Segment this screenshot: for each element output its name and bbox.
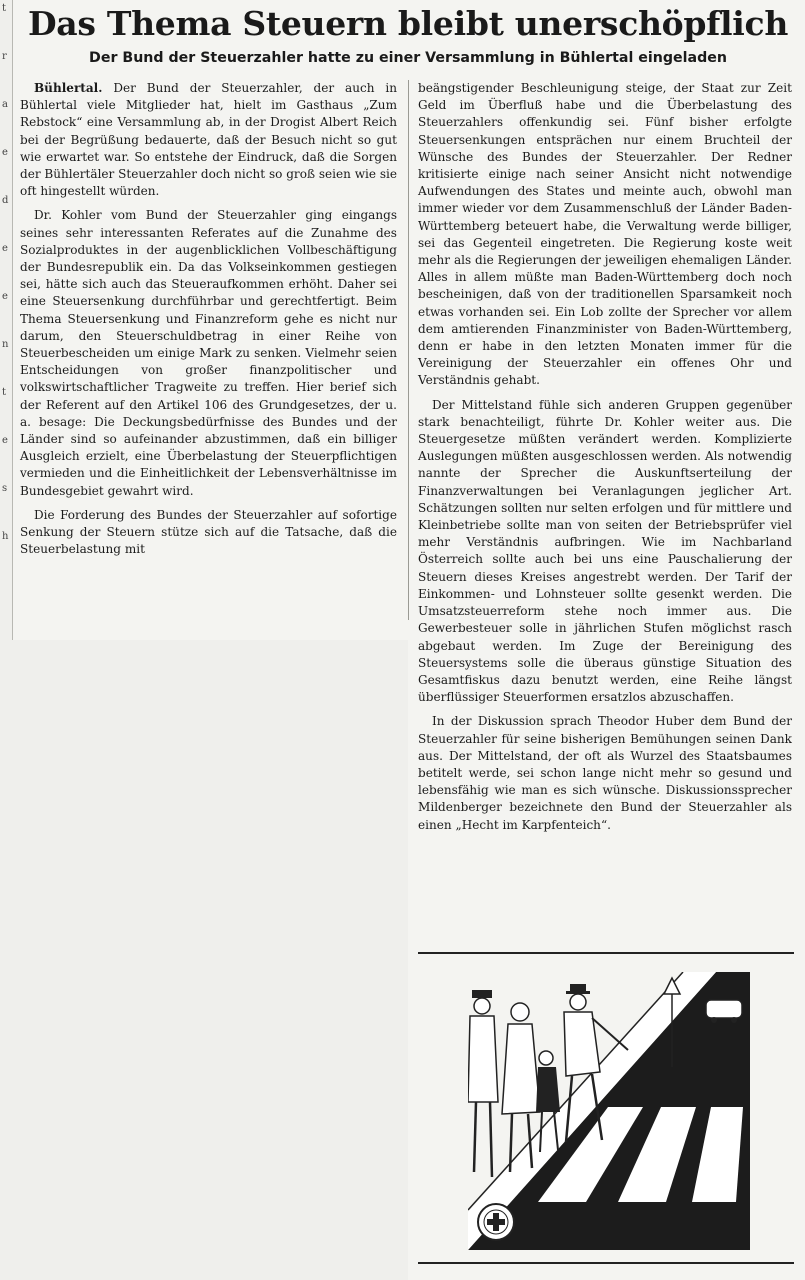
margin-fragment: e [2, 435, 8, 446]
paragraph: Bühlertal. Der Bund der Steuerzahler, der auch in Bühlertal viele Mitglieder hat, hielt im Gasthaus „Zum Rebstock“ eine Versammlung ab, in der Drogist Albert Reich bei der Begrüßung bedauerte, daß der Besuch nicht so gut wie erwartet war. So entstehe der Eindruck, daß die Sorgen der Bühlertäler Steuerzahler doch nicht so groß seien wie sie oft hingestellt würden. [20, 81, 397, 199]
margin-fragment: a [2, 99, 8, 110]
margin-fragment: t [2, 3, 7, 14]
margin-fragment: e [2, 147, 8, 158]
margin-fragment: e [2, 291, 8, 302]
paragraph: beängstigender Beschleunigung steige, der Staat zur Zeit Geld im Überfluß habe und die Überbelastung des Steuerzahlers offenkundig sei. Fünf bisher erfolgte Steuersenkungen entsprächen nur einem Bruchteil der Wünsche des Bundes der Steuerzahler. Der Redner kritisierte einige nach seiner Ansicht nicht notwendige Aufwendungen des States und meinte auch, obwohl man immer wieder vor dem Zusammenschluß der Länder Baden-Württemberg beteuert habe, die Verwaltung werde billiger, sei das Gegenteil eingetreten. Die Regierung koste weit mehr als die Regierungen der jeweiligen ehemaligen Länder. Alles in allem müßte man Baden-Württemberg doch noch bescheinigen, daß von der traditionellen Sparsamkeit noch etwas vorhanden sei. Ein Lob zollte der Sprecher vor allem dem amtierenden Finanzminister von Baden-Württemberg, denn er habe in den letzten Monaten immer für die Vereinigung der Steuerzahler ein offenes Ohr und Verständnis gehabt. [418, 81, 792, 388]
margin-fragment: t [2, 387, 7, 398]
neighbor-column-fragment [0, 0, 13, 640]
margin-fragment: e [2, 243, 8, 254]
column-divider [408, 80, 409, 620]
headline: Das Thema Steuern bleibt unerschöpflich [27, 4, 789, 43]
margin-fragment: n [2, 339, 9, 350]
column-right [418, 80, 792, 834]
margin-fragment: d [2, 195, 9, 206]
margin-fragment: r [2, 51, 7, 62]
dateline: Bühlertal. [34, 81, 103, 95]
margin-fragment: h [2, 531, 9, 542]
paragraph: In der Diskussion sprach Theodor Huber dem Bund der Steuerzahler für seine bisherigen Bemühungen seinen Dank aus. Der Mittelstand, der oft als Wurzel des Staatsbaumes betitelt werde, sei schon lange nicht mehr so gesund und lebensfähig wie man es sich wünsche. Diskussionssprecher Mildenberger bezeichnete den Bund der Steuerzahler als einen „Hecht im Karpfenteich“. [418, 714, 792, 832]
subheadline: Der Bund der Steuerzahler hatte zu einer Versammlung in Bühlertal eingeladen [89, 50, 727, 66]
rule-bottom [418, 1262, 794, 1264]
rule-top [418, 952, 794, 954]
paragraph: Dr. Kohler vom Bund der Steuerzahler ging eingangs seines sehr interessanten Referates auf die Zunahme des Sozialproduktes in der augenblicklichen Vollbeschäftigung der Bundesrepublik ein. Da das Volkseinkommen gestiegen sei, hätte sich auch das Steueraufkommen erhöht. Daher sei eine Steuersenkung durchführbar und gerechtfertigt. Beim Thema Steuersenkung und Finanzreform gehe es nicht nur darum, den Steuerschuldbetrag in einer Reihe von Steuerbescheiden um einige Mark zu senken. Vielmehr seien Entscheidungen von großer finanzpolitischer und volkswirtschaftlicher Tragweite zu treffen. Hier berief sich der Referent auf den Artikel 106 des Grundgesetzes, der u. a. besage: Die Deckungsbedürfnisse des Bundes und der Länder sind so aufeinander abzustimmen, daß ein billiger Ausgleich erzielt, eine Überbelastung der Steuerpflichtigen vermieden und die Einheitlichkeit der Lebensverhältnisse im Bundesgebiet gewahrt wird. [20, 208, 397, 498]
paragraph: Die Forderung des Bundes der Steuerzahler auf sofortige Senkung der Steuern stütze sich auf die Tatsache, daß die Steuerbelastung mit [20, 507, 397, 557]
column-left [20, 80, 397, 558]
paragraph: Der Mittelstand fühle sich anderen Gruppen gegenüber stark benachteiligt, führte Dr. Kohler weiter aus. Die Steuergesetze müßten verändert werden. Komplizierte Auslegungen müßten ausgeschlossen werden. Als notwendig nannte der Sprecher die Auskunftserteilung der Finanzverwaltungen bei Veranlagungen jeglicher Art. Schätzungen sollten nur selten erfolgen und für mittlere und Kleinbetriebe sollte man von seiten der Betriebsprüfer viel mehr Verständnis aufbringen. Wie im Nachbarland Österreich sollte auch bei uns eine Pauschalierung der Steuern dieses Kreises angestrebt werden. Der Tarif der Einkommen- und Lohnsteuer sollte gesenkt werden. Die Umsatzsteuerreform stehe noch immer aus. Die Gewerbesteuer solle in jährlichen Stufen möglichst rasch abgebaut werden. Im Zuge der Bereinigung des Steuersystems solle die überaus günstige Situation des Gesamtfiskus dazu benutzt werden, eine Reihe längst überflüssiger Steuerformen ersatzlos abzuschaffen. [418, 397, 792, 705]
margin-fragment: s [2, 483, 8, 494]
pedestrian-crossing-illustration [468, 972, 750, 1250]
